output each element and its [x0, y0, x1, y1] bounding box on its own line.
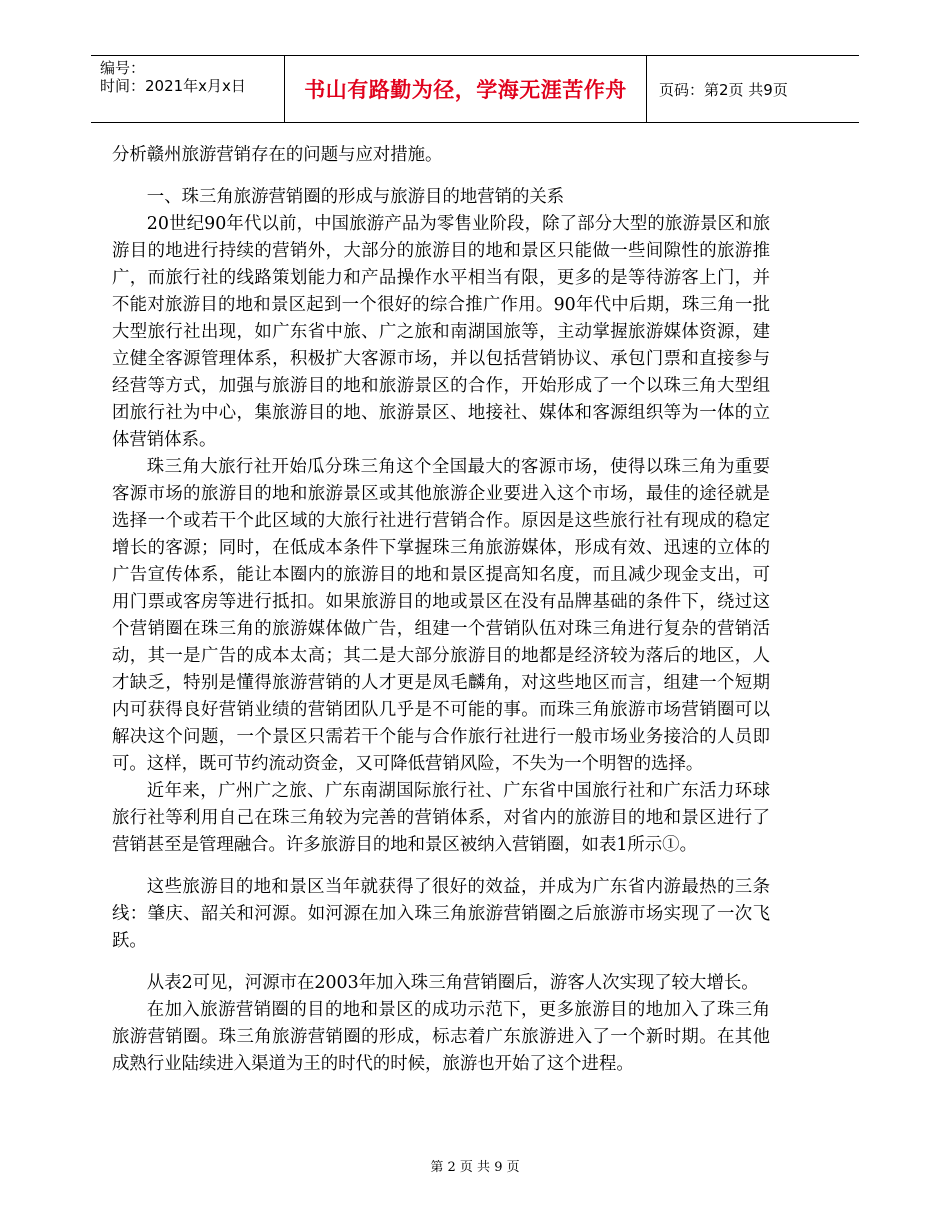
number-label: 编号：: [100, 59, 146, 77]
time-label: 时间：2021年x月x日: [100, 77, 246, 95]
paragraph: 这些旅游目的地和景区当年就获得了很好的效益，并成为广东省内游最热的三条线：肇庆、韶关和河源。如河源在加入珠三角旅游营销圈之后旅游市场实现了一次飞跃。: [112, 877, 770, 951]
header-page-info: 页码：第2页 共9页: [659, 80, 788, 99]
section-heading: 一、珠三角旅游营销圈的形成与旅游目的地营销的关系: [146, 187, 565, 207]
paragraph: 从表2可见，河源市在2003年加入珠三角营销圈后，游客人次实现了较大增长。: [146, 973, 759, 993]
paragraph: 近年来，广州广之旅、广东南湖国际旅行社、广东省中国旅行社和广东活力环球旅行社等利用自己在珠三角较为完善的营销体系，对省内的旅游目的地和景区进行了营销甚至是管理融合。许多旅游目的地和景区被纳入营销圈，如表1所示①。: [112, 781, 770, 855]
document-header: [91, 55, 859, 123]
header-motto: 书山有路勤为径，学海无涯苦作舟: [304, 78, 627, 102]
page-footer: 第 2 页 共 9 页: [430, 1160, 520, 1175]
header-divider: [646, 56, 647, 122]
paragraph: 珠三角大旅行社开始瓜分珠三角这个全国最大的客源市场，使得以珠三角为重要客源市场的旅游目的地和旅游景区或其他旅游企业要进入这个市场，最佳的途径就是选择一个或若干个此区域的大旅行社进行营销合作。原因是这些旅行社有现成的稳定增长的客源；同时，在低成本条件下掌握珠三角旅游媒体，形成有效、迅速的立体的广告宣传体系，能让本圈内的旅游目的地和景区提高知名度，而且减少现金支出，可用门票或客房等进行抵扣。如果旅游目的地或景区在没有品牌基础的条件下，绕过这个营销圈在珠三角的旅游媒体做广告，组建一个营销队伍对珠三角进行复杂的营销活动，其一是广告的成本太高；其二是大部分旅游目的地都是经济较为落后的地区，人才缺乏，特别是懂得旅游营销的人才更是凤毛麟角，对这些地区而言，组建一个短期内可获得良好营销业绩的营销团队几乎是不可能的事。而珠三角旅游市场营销圈可以解决这个问题，一个景区只需若干个能与合作旅行社进行一般市场业务接洽的人员即可。这样，既可节约流动资金，又可降低营销风险，不失为一个明智的选择。: [112, 457, 770, 774]
paragraph: 分析赣州旅游营销存在的问题与应对措施。: [112, 145, 443, 165]
document-body: [112, 142, 770, 1078]
paragraph: 在加入旅游营销圈的目的地和景区的成功示范下，更多旅游目的地加入了珠三角旅游营销圈。珠三角旅游营销圈的形成，标志着广东旅游进入了一个新时期。在其他成熟行业陆续进入渠道为王的时代的时候，旅游也开始了这个进程。: [112, 1000, 770, 1074]
paragraph: 20世纪90年代以前，中国旅游产品为零售业阶段，除了部分大型的旅游景区和旅游目的地进行持续的营销外，大部分的旅游目的地和景区只能做一些间隙性的旅游推广，而旅行社的线路策划能力和产品操作水平相当有限，更多的是等待游客上门，并不能对旅游目的地和景区起到一个很好的综合推广作用。90年代中后期，珠三角一批大型旅行社出现，如广东省中旅、广之旅和南湖国旅等，主动掌握旅游媒体资源，建立健全客源管理体系，积极扩大客源市场，并以包括营销协议、承包门票和直接参与经营等方式，加强与旅游目的地和旅游景区的合作，开始形成了一个以珠三角大型组团旅行社为中心，集旅游目的地、旅游景区、地接社、媒体和客源组织等为一体的立体营销体系。: [112, 214, 770, 450]
header-meta: [91, 56, 284, 122]
